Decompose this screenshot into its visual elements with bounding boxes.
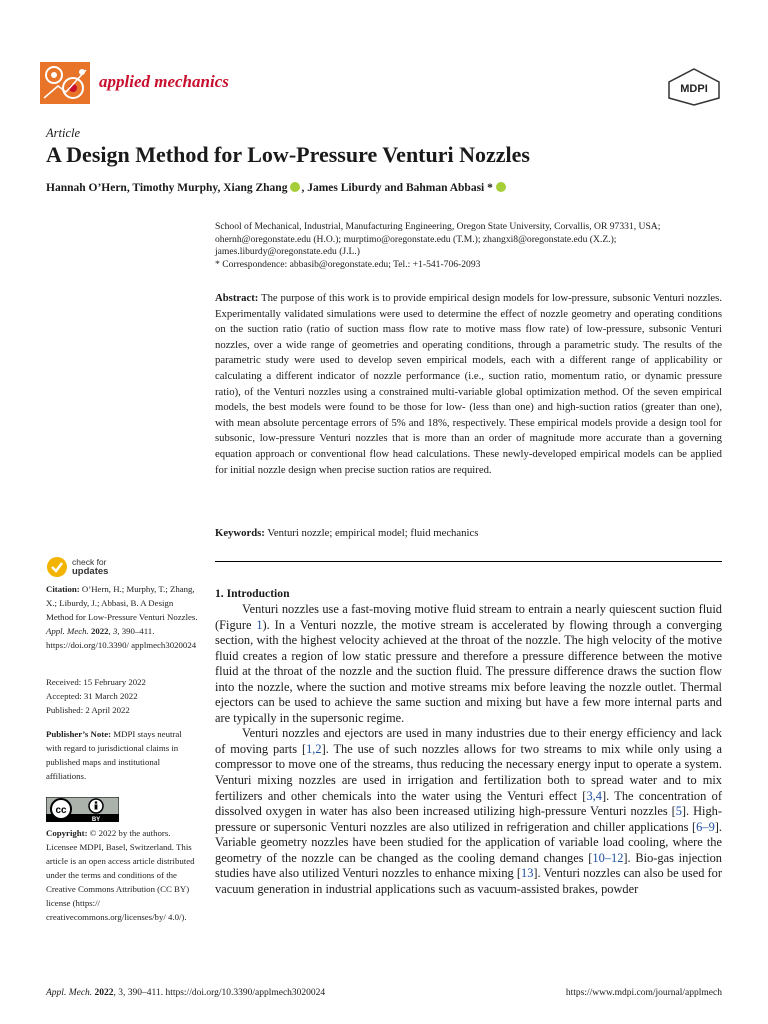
cc-by-text: BY (91, 817, 101, 822)
citation-doi: 390–411. https://doi.org/10.3390/ applmech3020024 (46, 626, 197, 650)
article-title: A Design Method for Low-Pressure Venturi Nozzles (46, 142, 530, 167)
footer-year: 2022 (92, 988, 114, 998)
journal-logo-icon (40, 62, 90, 104)
section-divider (215, 561, 722, 562)
text-run: ]. The concentration of dissolved oxygen in water has also been increased utilizing high-pressure Venturi nozzles [ (215, 788, 722, 819)
citation-year: 2022 (88, 626, 109, 636)
footer-doi: , 3, 390–411. https://doi.org/10.3390/applmech3020024 (113, 988, 326, 998)
citation-link[interactable]: 10–12 (592, 850, 624, 865)
check-for-updates-badge[interactable] (46, 556, 156, 580)
affiliation-emails: ohernh@oregonstate.edu (H.O.); murptimo@oregonstate.edu (T.M.); zhangxi8@oregonstate.edu (X.Z.); (215, 233, 617, 245)
abstract-text: The purpose of this work is to provide empirical design models for low-pressure, subsonic Venturi nozzles. Experimentally validated simulations were used to determine the effect of nozzle geometry and operating conditions on the suction ratio (ratio of suction mass flow rate to motive mass flow rate) of low-pressure, subsonic Venturi nozzles, over a wide range of geometries and operating conditions, through a parametric study. The results of the parametric study were used to develop seven empirical models, each with a different range of applicability or calculating a different indicator of nozzle performance (i.e., suction ratio, momentum ratio, or dynamic pressure ratio), of the Venturi nozzles using a constrained multi-variable global optimization method. Of the seven empirical models, the best models were found to be those for low- (less than one) and high-suction ratios (greater than one), with mean absolute percentage errors of 5% and 18%, respectively. These empirical models provide a design tool for subsonic, low-pressure Venturi nozzles that is more than an order of magnitude more accurate than a governing equation approach or conventional flow head calculations. These newly-developed empirical models can be applied for initial nozzle design when precise suction ratios are required. (215, 292, 722, 476)
footer-url[interactable]: https://www.mdpi.com/journal/applmech (565, 988, 722, 998)
text-run: ]. The use of such nozzles allows for two streams to mix while only using a compressor to move one of the streams, thus reducing the necessary energy input to operate a system. Venturi mixing nozzles are used in irrigation and fertilization both to spread water and to mix fertilizers and other chemicals into the water using the Venturi effect [ (215, 741, 722, 803)
abstract-label: Abstract: (215, 292, 259, 304)
text-run: Venturi nozzles use a fast-moving motive fluid stream to entrain a nearly quiescent suction fluid (Figure (215, 602, 722, 632)
svg-text:cc: cc (55, 805, 67, 816)
citation-link[interactable]: 13 (521, 866, 534, 881)
copyright-text: © 2022 by the authors. Licensee MDPI, Basel, Switzerland. This article is an open access article distributed under the terms and conditions of the Creative Commons Attribution (CC BY) license (https:// creativecommons.org/licenses/by/ 4.0/). (46, 828, 195, 922)
text-run: Venturi nozzles and ejectors are used in many industries due to their energy efficiency and lack of moving parts [ (215, 726, 722, 756)
cc-by-license-icon[interactable] (46, 797, 119, 822)
citation-link[interactable]: 6–9 (696, 819, 715, 834)
citation-block (46, 582, 198, 652)
affiliation-line: School of Mechanical, Industrial, Manufacturing Engineering, Oregon State University, Corvallis, OR 97331, USA; (215, 221, 661, 232)
section-heading: 1. Introduction (215, 587, 290, 600)
citation-link[interactable]: 1,2 (306, 741, 322, 756)
footer-citation (46, 988, 325, 998)
journal-name: applied mechanics (99, 72, 229, 91)
publisher-note (46, 727, 198, 783)
text-run: ). In a Venturi nozzle, the motive stream is accelerated by flowing through a converging section, with the highest velocity achieved at the throat of the nozzle. The high velocity of the motive fluid creates a region of low static pressure and therefore a pressure difference between the motive fluid at the throat of the nozzle and the suction fluid. The pressure difference draws the suction flow into the nozzle, where the suction and motive streams mix before leaving the nozzle outlet. Thermal ejectors can be used to achieve the same suction and mixing but have a few more internal parts and are typically in the supersonic regime. (215, 617, 722, 725)
text-run: ]. High-pressure or supersonic Venturi nozzles are also utilized in refrigeration and chiller applications [ (215, 804, 722, 834)
paragraph (215, 602, 722, 726)
paragraph (215, 726, 722, 897)
text-run: ]. Bio-gas injection studies have also utilized Venturi nozzles to enhance mixing [ (215, 850, 722, 881)
text-run: ]. Venturi nozzles can also be used for vacuum generation in industrial applications such as vacuum-assisted brakes, powder (215, 866, 722, 896)
publisher-note-text: MDPI stays neutral with regard to jurisdictional claims in published maps and institutional affiliations. (46, 729, 182, 781)
author-list (46, 182, 507, 194)
citation-text: O’Hern, H.; Murphy, T.; Zhang, X.; Liburdy, J.; Abbasi, B. A Design Method for Low-Pressure Venturi Nozzles. (46, 584, 198, 622)
copyright-block (46, 826, 198, 924)
check-for-updates-text: check for (72, 557, 107, 567)
body-text (215, 602, 722, 897)
authors-part-1: Hannah O’Hern, Timothy Murphy, Xiang Zhang (46, 182, 288, 194)
article-type: Article (46, 126, 81, 140)
published-date: Published: 2 April 2022 (46, 705, 130, 715)
orcid-icon[interactable] (290, 182, 300, 192)
citation-link[interactable]: 3,4 (586, 788, 602, 803)
publisher-name: MDPI (680, 83, 708, 95)
check-for-updates-icon (46, 556, 68, 578)
dates-block (46, 675, 198, 717)
citation-label: Citation: (46, 584, 80, 594)
keywords (215, 527, 722, 539)
publisher-note-label: Publisher’s Note: (46, 729, 112, 739)
publisher-logo-icon (667, 68, 721, 106)
citation-journal: Appl. Mech. (46, 626, 89, 636)
copyright-label: Copyright: (46, 828, 88, 838)
affiliation-emails: james.liburdy@oregonstate.edu (J.L.) (215, 246, 360, 258)
figure-link[interactable]: 1 (256, 617, 263, 632)
authors-part-2: , James Liburdy and Bahman Abbasi * (301, 182, 493, 194)
citation-link[interactable]: 5 (675, 804, 682, 819)
affiliation-block (215, 221, 723, 271)
footer-journal: Appl. Mech. (46, 988, 93, 998)
orcid-icon[interactable] (496, 182, 506, 192)
text-run: ]. Variable geometry nozzles have been studied for the application of variable load cooling, where the geometry of the nozzle can be changed as the cooling demand changes [ (215, 819, 722, 865)
keywords-text: Venturi nozzle; empirical model; fluid mechanics (267, 527, 479, 539)
correspondence-line: * Correspondence: abbasib@oregonstate.edu; Tel.: +1-541-706-2093 (215, 258, 481, 270)
accepted-date: Accepted: 31 March 2022 (46, 691, 138, 701)
keywords-label: Keywords: (215, 527, 265, 539)
check-for-updates-text: updates (72, 566, 109, 577)
citation-volume: , 3, (108, 626, 120, 636)
received-date: Received: 15 February 2022 (46, 677, 146, 687)
abstract (215, 291, 722, 478)
